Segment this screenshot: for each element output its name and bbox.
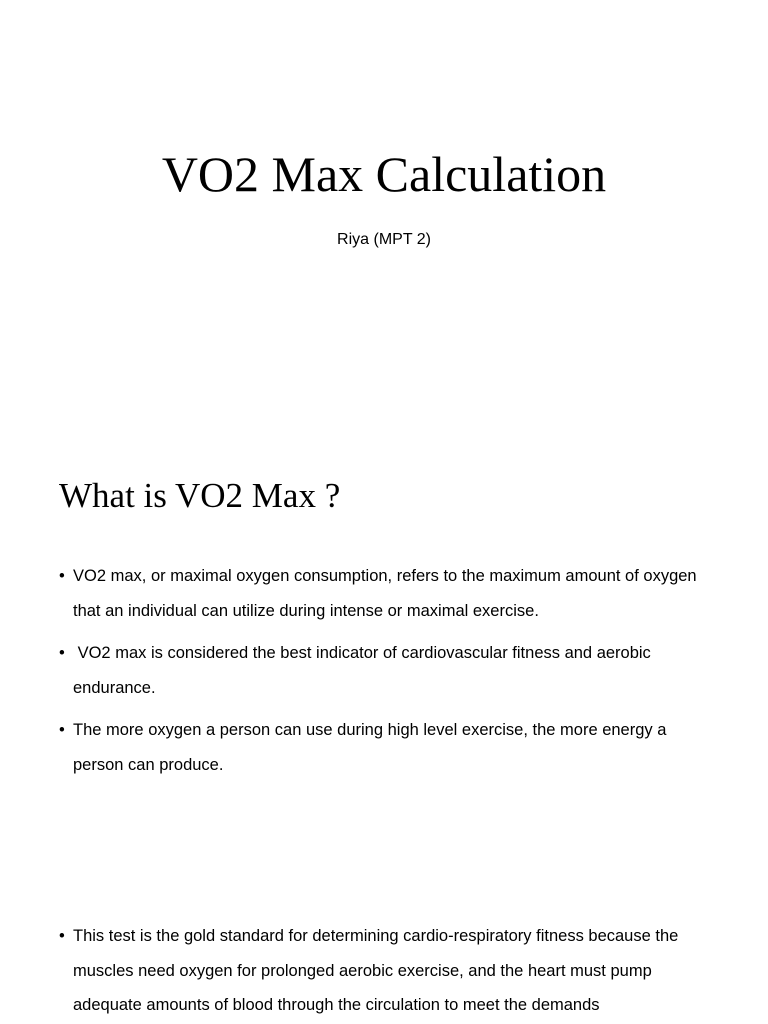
- title-slide: [0, 0, 768, 400]
- bullet-text: The more oxygen a person can use during high level exercise, the more energy a person can produce.: [73, 721, 667, 774]
- bullet-item: [59, 713, 709, 782]
- bullet-item: [59, 559, 709, 628]
- slide-heading: What is VO2 Max ?: [59, 476, 341, 515]
- definition-slide: [0, 440, 768, 840]
- bullet-text: VO2 max, or maximal oxygen consumption, refers to the maximum amount of oxygen that an individual can utilize during intense or maximal exercise.: [73, 567, 697, 620]
- bullet-text: This test is the gold standard for determining cardio-respiratory fitness because the muscles need oxygen for prolonged aerobic exercise, and the heart must pump adequate amounts of blood through the circulation to meet the demands: [73, 927, 679, 1014]
- slide-title: VO2 Max Calculation: [161, 146, 607, 202]
- slide-subtitle: Riya (MPT 2): [337, 231, 431, 248]
- bullet-item: [59, 636, 709, 705]
- bullet-icon: •: [59, 567, 65, 585]
- bullet-list: [59, 559, 709, 790]
- bullet-item: [59, 919, 709, 1023]
- gold-standard-slide: [0, 880, 768, 1024]
- bullet-text: VO2 max is considered the best indicator of cardiovascular fitness and aerobic endurance.: [73, 644, 656, 697]
- bullet-icon: •: [59, 644, 65, 662]
- bullet-icon: •: [59, 721, 65, 739]
- bullet-list: [59, 919, 709, 1024]
- bullet-icon: •: [59, 927, 65, 945]
